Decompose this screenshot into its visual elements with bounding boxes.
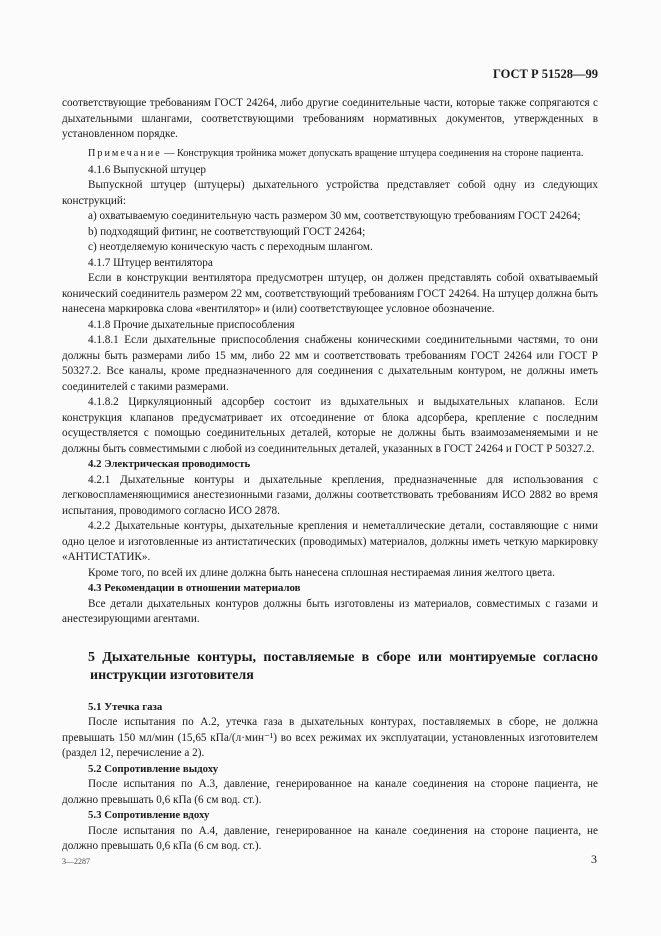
clause-4-1-6-body: Выпускной штуцер (штуцеры) дыхательного устройства представляет собой одну из следующих конструкций: — [62, 179, 598, 207]
clause-5-1: После испытания по А.2, утечка газа в дыхательных контурах, поставляемых в сборе, не должна превышать 150 мл/мин (15,65 кПа/(л·мин⁻¹) во всех режимах их эксплуатации, установленных изготовителем (раздел 12, перечисление а 2). — [62, 716, 598, 759]
clause-4-2-2-extra: Кроме того, по всей их длине должна быть нанесена сплошная нестираемая линия желтого цвета. — [88, 566, 555, 579]
clause-4-1-6-title: 4.1.6 Выпускной штуцер — [88, 163, 206, 176]
note-text: — Конструкция тройника может допускать вращение штуцера соединения на стороне пациента. — [161, 147, 584, 159]
clause-4-1-8-2: 4.1.8.2 Циркуляционный адсорбер состоит из вдыхательных и выдыхательных клапанов. Если конструкция клапанов предусматривает их отсоединение от блока адсорбера, крепление с последним осуществляется с помощью соединительных деталей, которые не должны быть взаимозаменяемыми и не должны быть совместимыми с любой из соединительных деталей, указанных в ГОСТ 24264 и ГОСТ Р 50327.2. — [62, 396, 598, 455]
paragraph-continuation: соответствующие требованиям ГОСТ 24264, либо другие соединительные части, которые также сопрягаются с дыхательными шлангами, соответствующими требованиям нормативных документов, утвержденных в установленном порядке. — [62, 97, 598, 140]
section-5-title-line2: инструкции изготовителя — [90, 667, 254, 683]
clause-4-1-8-title: 4.1.8 Прочие дыхательные приспособления — [88, 318, 295, 331]
document-body — [62, 96, 598, 855]
section-5-title — [62, 649, 598, 685]
clause-4-1-6-item-b: b) подходящий фитинг, не соответствующий ГОСТ 24264; — [88, 225, 366, 238]
note-label: Примечание — [88, 147, 162, 159]
heading-5-1: 5.1 Утечка газа — [88, 700, 163, 713]
clause-4-3: Все детали дыхательных контуров должны быть изготовлены из материалов, совместимых с газами и анестезирующими агентами. — [62, 597, 598, 625]
print-code: 3—2287 — [62, 857, 90, 866]
heading-4-2: 4.2 Электрическая проводимость — [88, 458, 251, 470]
clause-4-1-6-item-a: а) охватываемую соединительную часть размером 30 мм, соответствующую требованиям ГОСТ 24264; — [88, 210, 581, 222]
section-5-title-line1: 5 Дыхательные контуры, поставляемые в сборе или монтируемые согласно — [88, 649, 598, 665]
clause-4-2-2: 4.2.2 Дыхательные контуры, дыхательные крепления и неметаллические детали, составляющие с ними одно целое и изготовленные из антистатических (проводимых) материалов, должны иметь четкую маркировку «АНТИСТАТИК». — [62, 520, 598, 563]
heading-5-2: 5.2 Сопротивление выдоху — [88, 762, 219, 775]
note — [62, 147, 598, 160]
clause-5-3: После испытания по А.4, давление, генерированное на канале соединения на стороне пациента, не должно превышать 0,6 кПа (6 см вод. ст.). — [62, 824, 598, 852]
clause-4-2-1: 4.2.1 Дыхательные контуры и дыхательные крепления, предназначенные для использования с легковоспламеняющимися анестезионными газами, должны соответствовать требованиям ИСО 2882 во время испытания, проводимого согласно ИСО 2878. — [62, 473, 598, 517]
clause-4-1-7-body: Если в конструкции вентилятора предусмотрен штуцер, он должен представлять собой охватываемый конический соединитель размером 22 мм, соответствующий требованиям ГОСТ 24264. На штуцер должна быть нанесена маркировка слова «вентилятор» и (или) соответствующее условное обозначение. — [62, 272, 598, 315]
clause-5-2: После испытания по А.3, давление, генерированное на канале соединения на стороне пациента, не должно превышать 0,6 кПа (6 см вод. ст.). — [62, 778, 598, 806]
page-number: 3 — [591, 852, 597, 866]
document-header: ГОСТ Р 51528—99 — [492, 67, 598, 81]
clause-4-1-7-title: 4.1.7 Штуцер вентилятора — [88, 256, 213, 269]
heading-5-3: 5.3 Сопротивление вдоху — [88, 809, 210, 821]
heading-4-3: 4.3 Рекомендации в отношении материалов — [88, 582, 301, 594]
clause-4-1-6-item-c: с) неотделяемую коническую часть с переходным шлангом. — [88, 241, 373, 253]
clause-4-1-8-1: 4.1.8.1 Если дыхательные приспособления снабжены коническими соединительными частями, то они должны быть размерами либо 15 мм, либо 22 мм и соответствовать требованиям ГОСТ 24264 или ГОСТ Р 50327.2. Все каналы, кроме предназначенного для соединения с дыхательным контуром, не должны иметь соединителей с такими размерами. — [62, 334, 598, 393]
